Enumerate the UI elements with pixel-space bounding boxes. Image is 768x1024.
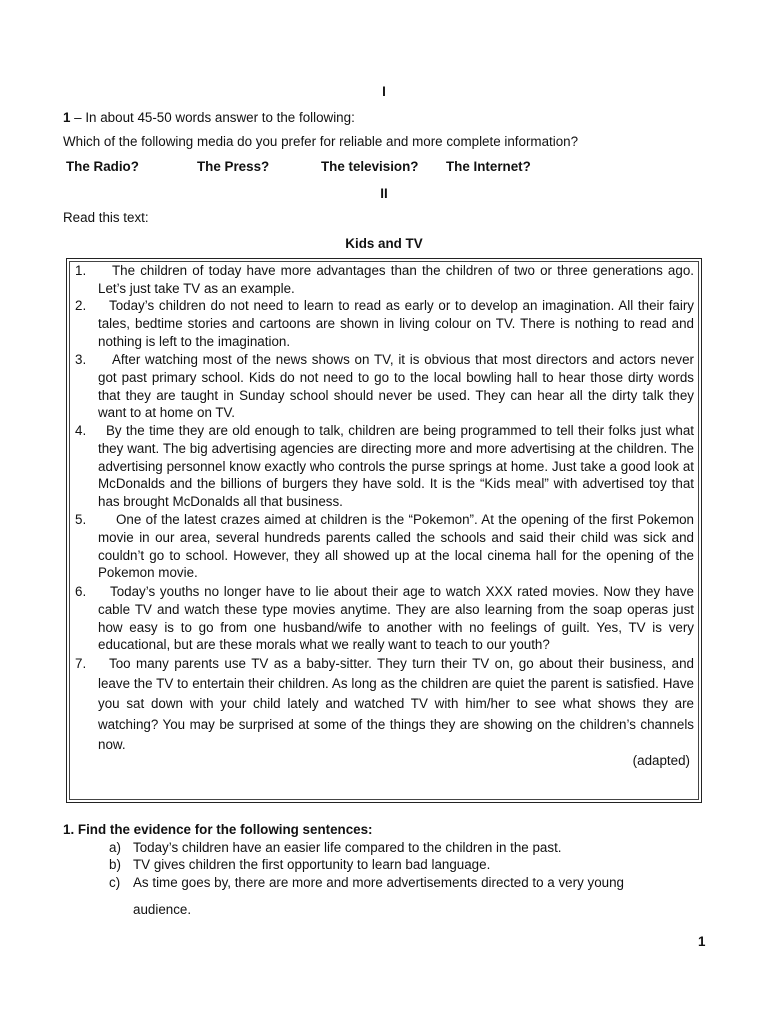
paragraph-text: Today’s children do not need to learn to read as early or to develop an imagination. All their fairy tales, bedtime stories and cartoons are shown in living colour on TV. There is nothing to read and nothing is left to the imagination. xyxy=(98,298,694,349)
paragraph-number: 6. xyxy=(75,584,87,599)
section-one-label: I xyxy=(382,84,386,99)
item-text: audience. xyxy=(133,902,192,917)
paragraph-6 xyxy=(72,583,694,654)
source-note: (adapted) xyxy=(632,753,690,768)
question-one-number: 1 xyxy=(63,110,71,125)
item-text: TV gives children the first opportunity to learn bad language. xyxy=(133,857,491,872)
paragraph-text: One of the latest crazes aimed at children is the “Pokemon”. At the opening of the first Pokemon movie in our area, several hundreds parents called the schools and said their child was sick and couldn’t go to school. However, they all showed up at the local cinema hall for the opening of the Pokemon movie. xyxy=(98,512,694,581)
paragraph-text: After watching most of the news shows on TV, it is obvious that most directors and actors never got past primary school. Kids do not need to go to the local bowling hall to hear those dirty words that they are taught in Sunday school should never be used. They can hear all the dirty talk they want to at home on TV. xyxy=(98,352,694,421)
question-one-question: Which of the following media do you prefer for reliable and more complete information? xyxy=(63,134,579,149)
paragraph-number: 2. xyxy=(75,298,87,313)
paragraph-number: 1. xyxy=(75,263,87,278)
paragraph-number: 4. xyxy=(75,423,87,438)
item-letter: a) xyxy=(109,840,121,855)
option-radio: The Radio? xyxy=(66,159,139,174)
paragraph-1 xyxy=(72,262,694,298)
paragraph-number: 3. xyxy=(75,352,87,367)
option-television: The television? xyxy=(321,159,419,174)
text-title: Kids and TV xyxy=(345,236,423,251)
page-number: 1 xyxy=(698,934,706,949)
option-press: The Press? xyxy=(197,159,270,174)
paragraph-text: The children of today have more advantages than the children of two or three generations ago. Let’s just take TV as an example. xyxy=(98,263,694,296)
paragraph-number: 7. xyxy=(75,656,87,671)
item-letter: b) xyxy=(109,857,121,872)
item-text: As time goes by, there are more and more advertisements directed to a very young xyxy=(133,875,624,890)
paragraph-text: Today’s youths no longer have to lie about their age to watch XXX rated movies. Now they have cable TV and watch these type movies anytime. They are also learning from the soap operas just how easy is to go from one husband/wife to another with no feelings of guilt. Yes, TV is very educational, but are these morals what we really want to teach to our youth? xyxy=(98,584,694,653)
option-internet: The Internet? xyxy=(446,159,531,174)
paragraph-4 xyxy=(72,422,694,511)
paragraph-text: Too many parents use TV as a baby-sitter. They turn their TV on, go about their business, and leave the TV to entertain their children. As long as the children are quiet the parent is satisfied. Have you sat down with your child lately and watched TV with him/her to see what shows they are watching? You may be surprised at some of the things they are showing on the children’s channels now. xyxy=(98,656,694,752)
paragraph-2 xyxy=(72,297,694,350)
item-letter: c) xyxy=(109,875,121,890)
paragraph-7 xyxy=(72,654,694,755)
item-text: Today’s children have an easier life compared to the children in the past. xyxy=(133,840,562,855)
section-two-label: II xyxy=(380,186,388,201)
paragraph-3 xyxy=(72,351,694,422)
paragraph-number: 5. xyxy=(75,512,87,527)
question-one-prompt-text: – In about 45-50 words answer to the following: xyxy=(70,110,355,125)
paragraph-text: By the time they are old enough to talk, children are being programmed to tell their folks just what they want. The big advertising agencies are directing more and more advertising at the children. The advertising personnel know exactly who controls the purse springs at home. Just take a good look at McDonalds and the billions of burgers they have sold. It is the “Kids meal” with advertised toy that has brought McDonalds all that business. xyxy=(98,423,694,510)
paragraph-5 xyxy=(72,511,694,582)
question-one-prompt xyxy=(63,110,355,125)
find-evidence-heading: 1. Find the evidence for the following sentences: xyxy=(63,822,373,837)
read-instruction: Read this text: xyxy=(63,210,149,225)
media-options xyxy=(0,159,768,179)
